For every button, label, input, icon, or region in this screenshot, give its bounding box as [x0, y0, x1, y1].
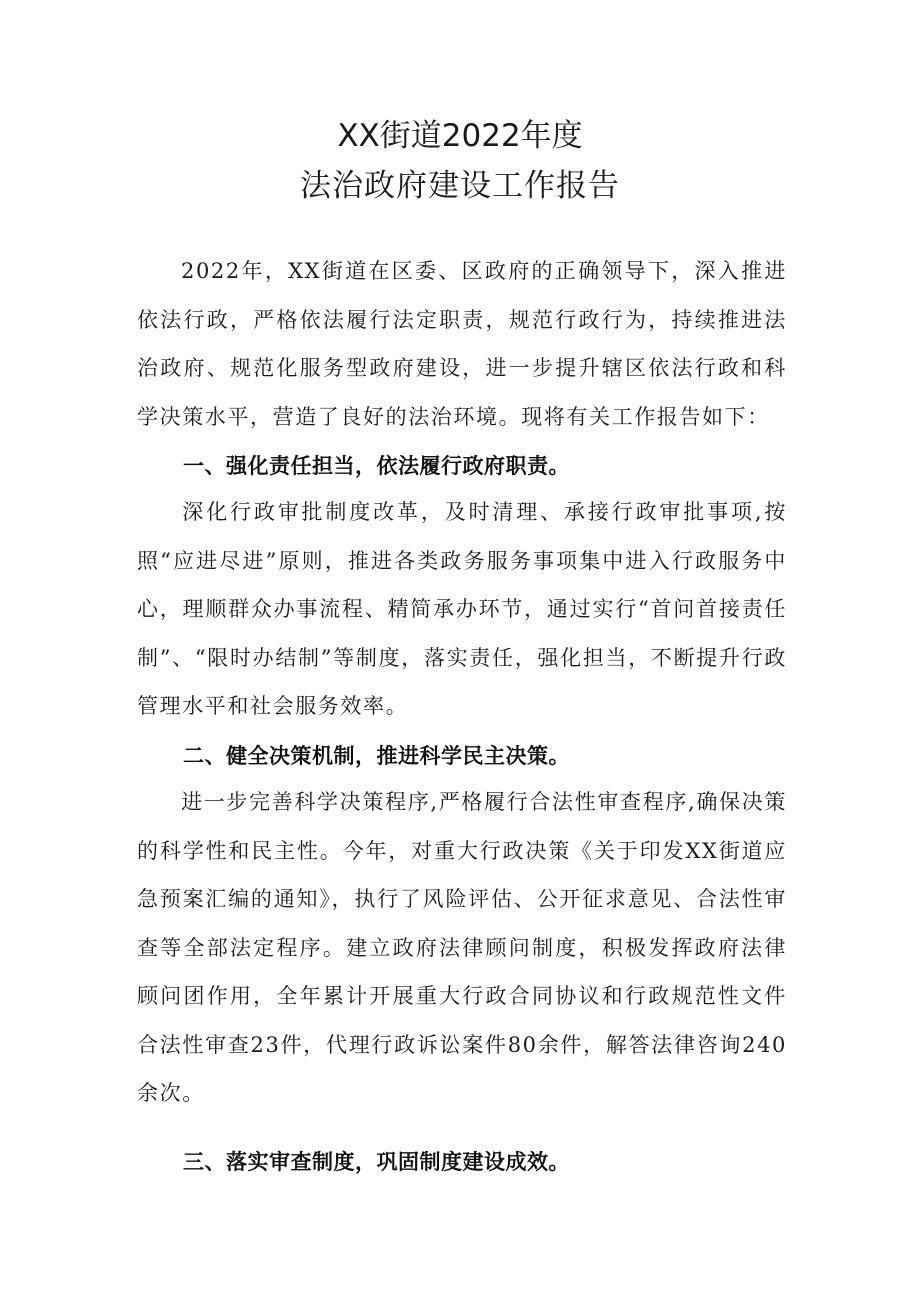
intro-text: 2022年，XX街道在区委、区政府的正确领导下，深入推进依法行政，严格依法履行法定职责，规范行政行为，持续推进法治政府、规范化服务型政府建设，进一步提升辖区依法行政和科学决策水平，营造了良好的法治环境。现将有关工作报告如下：: [137, 259, 787, 429]
section2-text: 进一步完善科学决策程序,严格履行合法性审查程序,确保决策的科学性和民主性。今年，对重大行政决策《关于印发XX街道应急预案汇编的通知》，执行了风险评估、公开征求意见、合法性审查等全部法定程序。建立政府法律顾问制度，积极发挥政府法律顾问团作用，全年累计开展重大行政合同协议和行政规范性文件合法性审查23件，代理行政诉讼案件80余件，解答法律咨询240余次。: [137, 790, 787, 1105]
section-heading-1: 一、强化责任担当，依法履行政府职责。: [183, 454, 570, 478]
document-title-line1: XX街道2022年度: [337, 118, 583, 154]
section1-text: 深化行政审批制度改革，及时清理、承接行政审批事项,按照“应进尽进”原则，推进各类政务服务事项集中进入行政服务中心，理顺群众办事流程、精简承办环节，通过实行“首问首接责任制”、“限时办结制”等制度，落实责任，强化担当，不断提升行政管理水平和社会服务效率。: [137, 500, 787, 718]
intro-paragraph: [137, 247, 787, 441]
document-title-line2: 法治政府建设工作报告: [300, 168, 620, 204]
section-heading-3: 三、落实审查制度，巩固制度建设成效。: [183, 1150, 570, 1174]
section2-paragraph: [137, 778, 787, 1118]
section-heading-2: 二、健全决策机制，推进科学民主决策。: [183, 744, 570, 768]
section1-paragraph: [137, 488, 787, 731]
